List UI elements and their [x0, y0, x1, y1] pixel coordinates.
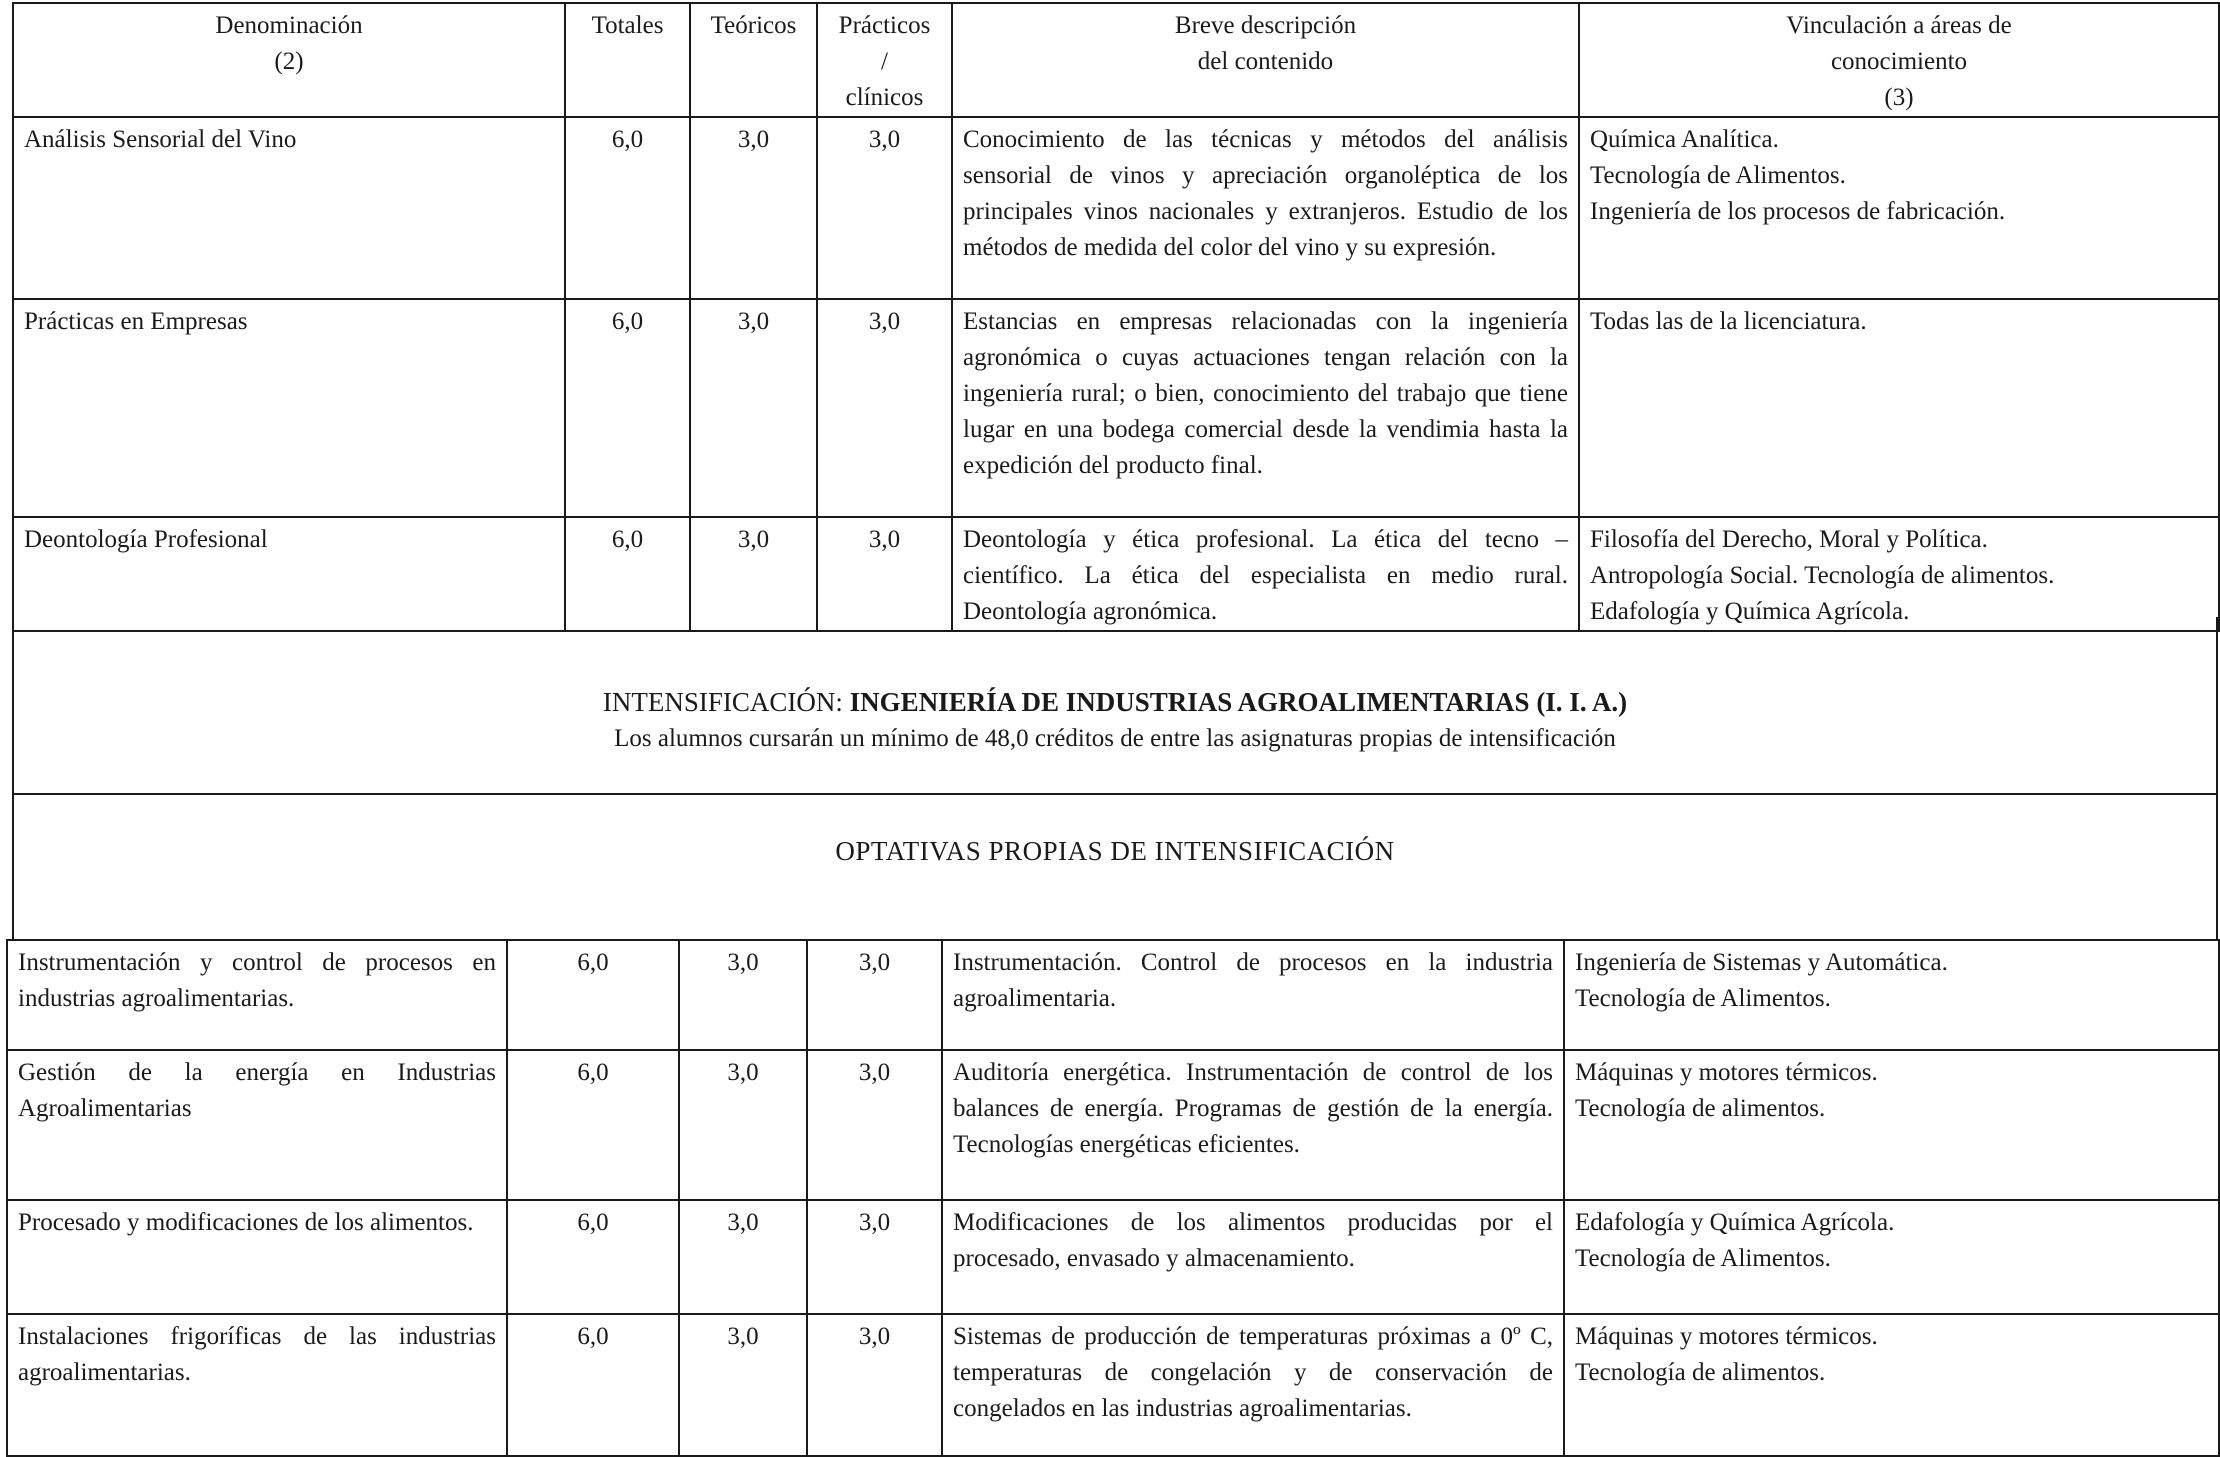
intensificacion-prefix: INTENSIFICACIÓN: — [602, 687, 850, 717]
table-row — [7, 1200, 2219, 1314]
table-row — [13, 517, 2219, 631]
knowledge-areas — [1564, 1314, 2219, 1456]
subject-name: Procesado y modificaciones de los alimentos. — [7, 1200, 507, 1314]
area-item: Filosofía del Derecho, Moral y Política. — [1590, 526, 1988, 553]
knowledge-areas — [1579, 517, 2219, 631]
intensificacion-subtitle: Los alumnos cursarán un mínimo de 48,0 créditos de entre las asignaturas propias de intensificación — [614, 725, 1616, 752]
subject-description: Modificaciones de los alimentos producidas por el procesado, envasado y almacenamiento. — [942, 1200, 1564, 1314]
credits-totales: 6,0 — [507, 1314, 679, 1456]
header-descripcion-line2: del contenido — [1197, 48, 1334, 75]
area-item: Todas las de la licenciatura. — [1590, 308, 1867, 335]
credits-teoricos: 3,0 — [690, 299, 817, 517]
subjects-table-top — [12, 2, 2220, 632]
area-item: Tecnología de Alimentos. — [1590, 162, 1846, 189]
area-item: Química Analítica. — [1590, 126, 1779, 153]
header-vinculacion-line2: conocimiento — [1830, 48, 1968, 75]
header-practicos-line1: Prácticos — [838, 12, 931, 39]
area-item: Antropología Social. Tecnología de alimentos. — [1590, 562, 2055, 589]
area-item: Máquinas y motores térmicos. — [1575, 1323, 1878, 1350]
header-denominacion-label: Denominación — [215, 12, 363, 39]
credits-teoricos: 3,0 — [679, 1050, 807, 1200]
knowledge-areas — [1564, 1050, 2219, 1200]
subject-name: Instrumentación y control de procesos en industrias agroalimentarias. — [7, 940, 507, 1050]
subject-name: Prácticas en Empresas — [13, 299, 565, 517]
area-item: Edafología y Química Agrícola. — [1575, 1209, 1895, 1236]
area-item: Máquinas y motores térmicos. — [1575, 1059, 1878, 1086]
credits-totales: 6,0 — [565, 517, 690, 631]
header-totales: Totales — [565, 3, 690, 117]
table-row — [7, 1050, 2219, 1200]
subject-name: Análisis Sensorial del Vino — [13, 117, 565, 299]
credits-practicos: 3,0 — [807, 1050, 942, 1200]
credits-totales: 6,0 — [507, 1050, 679, 1200]
credits-teoricos: 3,0 — [690, 117, 817, 299]
area-item: Ingeniería de Sistemas y Automática. — [1575, 949, 1948, 976]
subject-description: Conocimiento de las técnicas y métodos del análisis sensorial de vinos y apreciación organoléptica de los principales vinos nacionales y extranjeros. Estudio de los métodos de medida del color del vino y su expresión. — [952, 117, 1579, 299]
intensificacion-title: INGENIERÍA DE INDUSTRIAS AGROALIMENTARIAS (I. I. A.) — [849, 687, 1628, 717]
subject-description: Estancias en empresas relacionadas con la ingeniería agronómica o cuyas actuaciones tengan relación con la ingeniería rural; o bien, conocimiento del trabajo que tiene lugar en una bodega comercial desde la vendimia hasta la expedición del producto final. — [952, 299, 1579, 517]
credits-practicos: 3,0 — [817, 117, 952, 299]
area-item: Tecnología de alimentos. — [1575, 1359, 1826, 1386]
credits-totales: 6,0 — [565, 299, 690, 517]
credits-practicos: 3,0 — [807, 1314, 942, 1456]
credits-teoricos: 3,0 — [679, 940, 807, 1050]
table-row — [7, 1314, 2219, 1456]
subject-description: Auditoría energética. Instrumentación de control de los balances de energía. Programas de gestión de la energía. Tecnologías energéticas eficientes. — [942, 1050, 1564, 1200]
area-item: Ingeniería de los procesos de fabricación. — [1590, 198, 2006, 225]
area-item: Tecnología de Alimentos. — [1575, 1245, 1831, 1272]
optativas-section — [12, 795, 2218, 941]
header-practicos — [817, 3, 952, 117]
header-descripcion — [952, 3, 1579, 117]
knowledge-areas — [1579, 117, 2219, 299]
header-practicos-line3: clínicos — [845, 84, 924, 111]
subject-name: Instalaciones frigoríficas de las industrias agroalimentarias. — [7, 1314, 507, 1456]
credits-practicos: 3,0 — [807, 1200, 942, 1314]
intensificacion-heading — [14, 684, 2216, 720]
table-row — [13, 299, 2219, 517]
header-denominacion — [13, 3, 565, 117]
knowledge-areas — [1579, 299, 2219, 517]
header-vinculacion-line1: Vinculación a áreas de — [1786, 12, 2012, 39]
optativas-heading: OPTATIVAS PROPIAS DE INTENSIFICACIÓN — [835, 836, 1395, 866]
subjects-table-bottom — [6, 939, 2220, 1457]
intensificacion-section — [12, 617, 2218, 795]
credits-practicos: 3,0 — [807, 940, 942, 1050]
area-item: Tecnología de alimentos. — [1575, 1095, 1826, 1122]
subject-description: Deontología y ética profesional. La ética del tecno – científico. La ética del especialista en medio rural. Deontología agronómica. — [952, 517, 1579, 631]
table-header-row — [13, 3, 2219, 117]
subject-name: Gestión de la energía en Industrias Agroalimentarias — [7, 1050, 507, 1200]
header-denominacion-note: (2) — [274, 48, 304, 75]
header-teoricos: Teóricos — [690, 3, 817, 117]
credits-totales: 6,0 — [507, 940, 679, 1050]
credits-teoricos: 3,0 — [679, 1314, 807, 1456]
header-vinculacion — [1579, 3, 2219, 117]
knowledge-areas — [1564, 940, 2219, 1050]
credits-teoricos: 3,0 — [690, 517, 817, 631]
area-item: Tecnología de Alimentos. — [1575, 985, 1831, 1012]
credits-practicos: 3,0 — [817, 299, 952, 517]
table-row — [13, 117, 2219, 299]
subject-description: Sistemas de producción de temperaturas próximas a 0º C, temperaturas de congelación y de conservación de congelados en las industrias agroalimentarias. — [942, 1314, 1564, 1456]
credits-totales: 6,0 — [507, 1200, 679, 1314]
area-item: Edafología y Química Agrícola. — [1590, 598, 1910, 625]
header-vinculacion-line3: (3) — [1884, 84, 1914, 111]
header-descripcion-line1: Breve descripción — [1174, 12, 1357, 39]
knowledge-areas — [1564, 1200, 2219, 1314]
credits-practicos: 3,0 — [817, 517, 952, 631]
credits-totales: 6,0 — [565, 117, 690, 299]
header-practicos-line2: / — [881, 48, 888, 75]
table-row — [7, 940, 2219, 1050]
subject-description: Instrumentación. Control de procesos en la industria agroalimentaria. — [942, 940, 1564, 1050]
subject-name: Deontología Profesional — [13, 517, 565, 631]
credits-teoricos: 3,0 — [679, 1200, 807, 1314]
